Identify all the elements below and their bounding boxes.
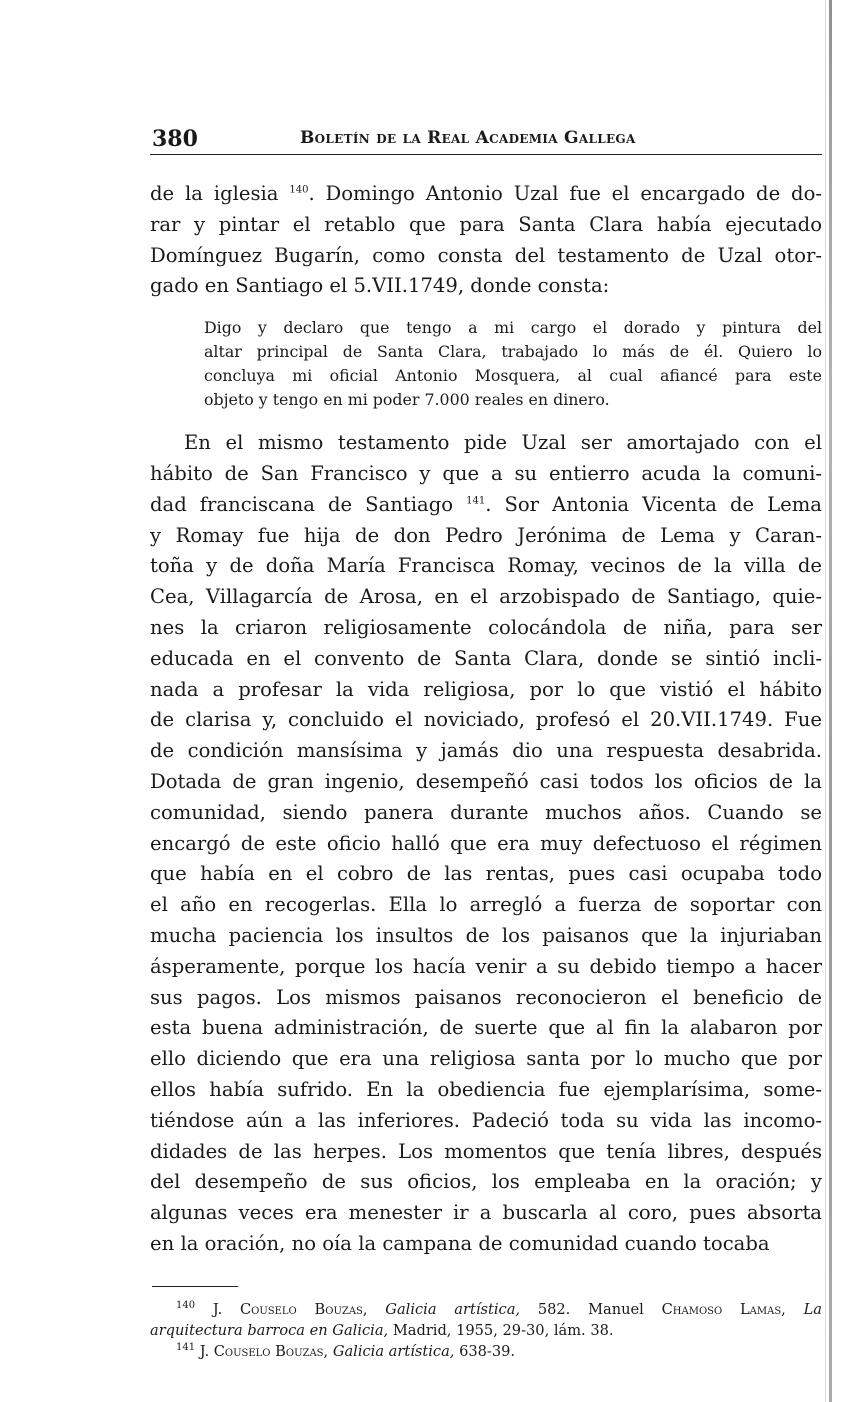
text-line: de condición mansísima y jamás dio una respuesta desabrida. bbox=[150, 739, 822, 763]
text-line: del desempeño de sus oficios, los empleaba en la oración; y bbox=[150, 1170, 822, 1194]
footnote-author: J. Couselo Bouzas, bbox=[212, 1300, 368, 1318]
text-line: rar y pintar el retablo que para Santa Clara había ejecutado bbox=[150, 212, 822, 236]
footnote-mark: 140 bbox=[176, 1299, 196, 1311]
footnote-mark: 141 bbox=[176, 1341, 196, 1353]
text-line: y Romay fue hija de don Pedro Jerónima de Lema y Caran- bbox=[150, 523, 822, 547]
footnotes bbox=[150, 1299, 822, 1362]
footnote-divider bbox=[152, 1286, 238, 1287]
footnote-text: Madrid, 1955, 29-30, lám. 38. bbox=[392, 1321, 614, 1339]
footnote-ref-140: 140 bbox=[289, 184, 309, 196]
text-line: tiéndose aún a las inferiores. Padeció toda su vida las incomo- bbox=[150, 1108, 822, 1132]
running-title: Boletín de la Real Academia Gallega bbox=[300, 128, 636, 148]
footnote-140-cont bbox=[150, 1320, 822, 1341]
footnote-author: Chamoso Lamas, bbox=[661, 1300, 786, 1318]
page-header bbox=[150, 118, 822, 155]
footnote-text: 582. Manuel bbox=[537, 1300, 644, 1318]
footnote-title: La bbox=[803, 1300, 822, 1318]
paragraph-2 bbox=[150, 428, 822, 1260]
text-line: gado en Santiago el 5.VII.1749, donde consta: bbox=[150, 274, 610, 298]
text-line: que había en el cobro de las rentas, pues casi ocupaba todo bbox=[150, 862, 822, 886]
text-line: Cea, Villagarcía de Arosa, en el arzobispado de Santiago, quie- bbox=[150, 585, 822, 609]
text-fragment: . Domingo Antonio Uzal fue el encargado de do- bbox=[308, 182, 822, 205]
text-line: didades de las herpes. Los momentos que tenía libres, después bbox=[150, 1139, 822, 1163]
footnote-author: J. Couselo Bouzas, bbox=[199, 1342, 329, 1360]
text-line: ásperamente, porque los hacía venir a su debido tiempo a hacer bbox=[150, 954, 822, 978]
text-line: Domínguez Bugarín, como consta del testamento de Uzal otor- bbox=[150, 243, 822, 267]
scan-edge-line bbox=[825, 0, 826, 1402]
text-line: algunas veces era menester ir a buscarla al coro, pues absorta bbox=[150, 1201, 822, 1225]
text-line: de clarisa y, concluido el noviciado, profesó el 20.VII.1749. Fue bbox=[150, 708, 822, 732]
text-line: ello diciendo que era una religiosa santa por lo mucho que por bbox=[150, 1047, 822, 1071]
quote-line: objeto y tengo en mi poder 7.000 reales en dinero. bbox=[204, 390, 610, 410]
footnote-text: 638-39. bbox=[459, 1342, 516, 1360]
text-line: esta buena administración, de suerte que al fin la alabaron por bbox=[150, 1016, 822, 1040]
text-line: educada en el convento de Santa Clara, donde se sintió incli- bbox=[150, 646, 822, 670]
page bbox=[150, 118, 822, 1362]
text-line: En el mismo testamento pide Uzal ser amortajado con el bbox=[184, 431, 822, 455]
text-line: sus pagos. Los mismos paisanos reconocieron el beneficio de bbox=[150, 985, 822, 1009]
text-line: nes la criaron religiosamente colocándola de niña, para ser bbox=[150, 615, 822, 639]
text-line: nada a profesar la vida religiosa, por lo que vistió el hábito bbox=[150, 677, 822, 701]
text-line bbox=[150, 179, 822, 210]
text-line: hábito de San Francisco y que a su entierro acuda la comuni- bbox=[150, 461, 822, 485]
text-line: mucha paciencia los insultos de los paisanos que la injuriaban bbox=[150, 923, 822, 947]
quote-line: Digo y declaro que tengo a mi cargo el dorado y pintura del bbox=[204, 318, 822, 338]
footnote-ref-141: 141 bbox=[466, 495, 486, 507]
text-line: ellos había sufrido. En la obediencia fue ejemplarísima, some- bbox=[150, 1077, 822, 1101]
quote-line: altar principal de Santa Clara, trabajado lo más de él. Quiero lo bbox=[204, 342, 822, 362]
footnote-140 bbox=[150, 1299, 822, 1320]
text-line: el año en recogerlas. Ella lo arregló a fuerza de soportar con bbox=[150, 893, 822, 917]
text-line: toña y de doña María Francisca Romay, vecinos de la villa de bbox=[150, 554, 822, 578]
text-line: en la oración, no oía la campana de comunidad cuando tocaba bbox=[150, 1231, 770, 1255]
quote-line: concluya mi oficial Antonio Mosquera, al cual afiancé para este bbox=[204, 366, 822, 386]
text-line: Dotada de gran ingenio, desempeñó casi todos los oficios de la bbox=[150, 769, 822, 793]
text-fragment: de la iglesia bbox=[150, 182, 279, 205]
scan-edge-shadow bbox=[829, 0, 832, 1402]
footnote-title: Galicia artística, bbox=[385, 1300, 521, 1318]
block-quote bbox=[204, 316, 822, 412]
footnote-141 bbox=[150, 1341, 822, 1362]
text-line: encargó de este oficio halló que era muy defectuoso el régimen bbox=[150, 831, 822, 855]
text-line: comunidad, siendo panera durante muchos años. Cuando se bbox=[150, 800, 822, 824]
footnote-title: arquitectura barroca en Galicia, bbox=[150, 1321, 389, 1339]
text-fragment: . Sor Antonia Vicenta de Lema bbox=[485, 492, 822, 516]
text-fragment: dad franciscana de Santiago bbox=[150, 492, 454, 516]
footnote-title: Galicia artística, bbox=[332, 1342, 455, 1360]
page-number: 380 bbox=[152, 126, 198, 152]
text-line bbox=[150, 490, 822, 521]
paragraph-1 bbox=[150, 179, 822, 302]
